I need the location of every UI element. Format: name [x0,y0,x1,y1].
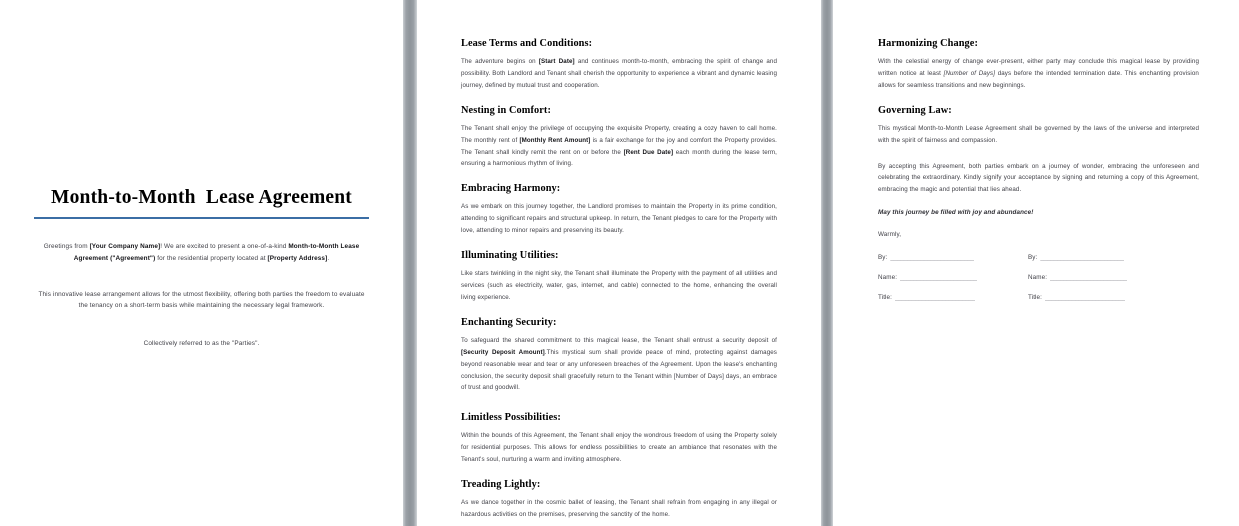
section-nesting-in-comfort [461,105,777,171]
section-enchanting-security [461,317,777,395]
signature-field-name-left[interactable] [878,274,1028,281]
title-underline-rule [34,217,369,219]
signature-field-title-left[interactable] [878,294,1028,301]
section-harmonizing-change [878,38,1199,92]
section-heading: Treading Lightly: [461,479,541,491]
cover-greeting-paragraph: Greetings from [Your Company Name]! We are excited to present a one-of-a-kind Month-to-Month Lease Agreement ("Agreement") for the residential property located at [Property Address]. [43,242,360,262]
section-heading: Limitless Possibilities: [461,412,561,424]
signature-line: ________________________ [895,294,976,302]
signature-line: ________________________ [1045,294,1126,302]
signature-field-by-right[interactable] [1028,254,1178,261]
signature-line: _______________________ [1050,274,1128,282]
signature-label: Name: [878,274,898,282]
cover-parties-paragraph: Collectively referred to as the "Parties". [143,340,260,348]
wish-line: May this journey be filled with joy and abundance! [878,209,1034,217]
section-body: The Tenant shall enjoy the privilege of occupying the exquisite Property, creating a cozy haven to call home. The monthly rent of [Monthly Rent Amount] is a fair exchange for the joy and comfort the Property provides. The Tenant shall kindly remit the rent on or before the [Rent Due Date] each month during the lease term, ensuring a harmonious rhythm of living. [461,124,777,168]
section-body: Like stars twinkling in the night sky, the Tenant shall illuminate the Property with the payment of all utilities and services (such as electricity, water, gas, internet, and cable) connected to the home, enhancing the overall living experience. [461,270,777,301]
cover-flexibility-paragraph: This innovative lease arrangement allows for the utmost flexibility, offering both parties the freedom to evaluate the tenancy on a short-term basis while maintaining the necessary legal framework. [38,290,365,310]
signature-field-by-left[interactable] [878,254,1028,261]
page-gutter-left [403,0,417,526]
closing-paragraph: By accepting this Agreement, both parties embark on a journey of wonder, embracing the unforeseen and celebrating the extraordinary. Kindly signify your acceptance by signing and returning a copy of this Agreement, embracing the magic and potential that lies ahead. [878,162,1199,194]
section-body: To safeguard the shared commitment to this magical lease, the Tenant shall entrust a security deposit of [Security Deposit Amount].This mystical sum shall provide peace of mind, protecting against damages beyond reasonable wear and tear or any unforeseen breaches of the Agreement. Upon the lease's enchanting conclusion, the security deposit shall gracefully return to the Tenant within [Number of Days] days, an embrace of trust and goodwill. [461,336,777,392]
page-2-terms [417,0,821,526]
page-3-content [833,0,1239,301]
section-body: Within the bounds of this Agreement, the Tenant shall enjoy the wondrous freedom of using the Property solely for residential purposes. This allows for endless possibilities to create an ambiance that resonates with the Tenant's soul, nurturing a warm and inviting atmosphere. [461,432,777,464]
section-body: As we dance together in the cosmic ballet of leasing, the Tenant shall refrain from engaging in any illegal or hazardous activities on the premises, preserving the sanctity of the home. [461,499,777,518]
signature-grid [878,254,1199,301]
cover-block [34,186,369,350]
signature-label: Title: [878,294,893,302]
signature-row-title [878,294,1199,301]
section-heading: Embracing Harmony: [461,183,561,195]
section-treading-lightly [461,479,777,521]
page-gutter-right [821,0,833,526]
section-heading: Nesting in Comfort: [461,104,551,116]
section-heading: Governing Law: [878,104,952,116]
signature-field-name-right[interactable] [1028,274,1178,281]
section-heading: Illuminating Utilities: [461,250,559,262]
section-heading: Enchanting Security: [461,316,557,328]
signature-line: _______________________ [900,274,978,282]
section-illuminating-utilities [461,250,777,304]
page-2-content [417,0,821,521]
section-lease-terms-and-conditions [461,38,777,92]
page-1-cover [0,0,403,526]
section-limitless-possibilities [461,412,777,466]
signature-label: Name: [1028,274,1048,282]
section-body: With the celestial energy of change ever-present, either party may conclude this magical lease by providing written notice at least [Number of Days] days before the intended termination date. This enchanting provision allows for seamless transitions and new beginnings. [878,58,1199,89]
section-heading: Harmonizing Change: [878,38,979,49]
signature-row-by [878,254,1199,261]
section-heading: Lease Terms and Conditions: [461,38,593,49]
section-body: The adventure begins on [Start Date] and continues month-to-month, embracing the spirit of change and possibility. Both Landlord and Tenant shall cherish the opportunity to experience a vibrant and dynamic leasing journey, defined by mutual trust and cooperation. [461,58,777,89]
page-3-closing [833,0,1239,526]
page-title: Month-to-Month Lease Agreement [51,187,352,208]
section-body: This mystical Month-to-Month Lease Agreement shall be governed by the laws of the universe and interpreted with the spirit of fairness and compassion. [878,124,1199,144]
section-body: As we embark on this journey together, the Landlord promises to maintain the Property in its prime condition, attending to significant repairs and structural upkeep. In return, the Tenant pledges to care for the Property with love, attending to minor repairs and preserving its beauty. [461,203,777,235]
section-governing-law [878,105,1199,147]
signature-row-name [878,274,1199,281]
signature-line: _________________________ [1040,254,1125,262]
signature-label: By: [1028,254,1038,262]
signature-label: Title: [1028,294,1043,302]
signoff-warmly: Warmly, [878,231,902,239]
signature-label: By: [878,254,888,262]
signature-line: _________________________ [890,254,975,262]
signature-field-title-right[interactable] [1028,294,1178,301]
section-embracing-harmony [461,183,777,237]
